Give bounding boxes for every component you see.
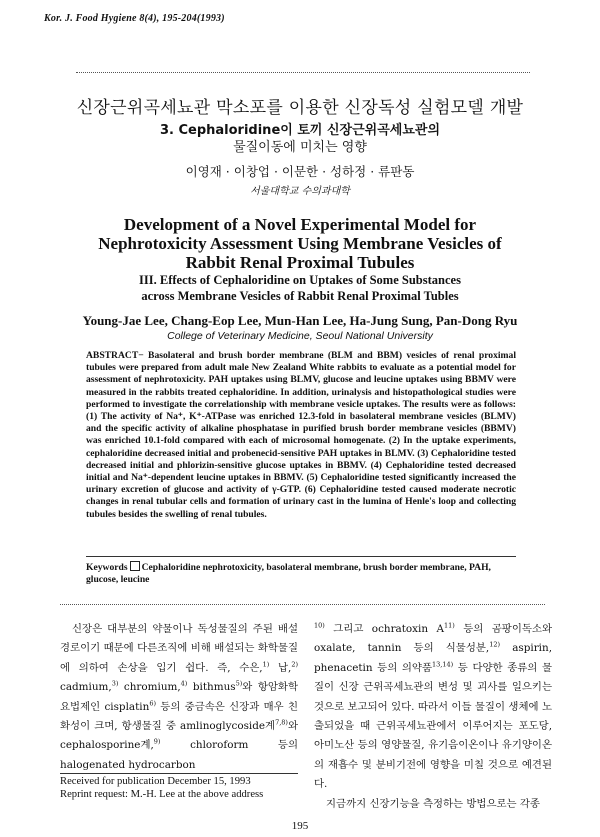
- body-text: 등 다양한 종류의 물질이 신장 근위곡세뇨관의 변성 및 괴사를 일으키는 것으로 보고되어 있다. 따라서 이들 물질이 생체에 노출되었을 때 근위곡세뇨관에서 이루어지는 포도당, 아미노산 등의 영양물질, 유기음이온이나 유기양이온의 재흡수 및 분비기전에 영향을 미칠 것으로 예견된다.: [314, 661, 552, 791]
- body-text: 신장은 대부분의 약물이나 독성물질의 주된 배설경로이기 때문에 다른조직에 비해 배설되는 화학물질에 의하여 손상을 입기 쉽다. 즉, 수은,: [60, 623, 298, 674]
- body-text: aspirin, phenacetin 등의 의약품: [314, 642, 552, 674]
- english-title-line2: Nephrotoxicity Assessment Using Membrane Vesicles of: [98, 234, 502, 253]
- body-text: 등의 곰팡이독소와 oxalate, tannin 등의 식물성분,: [314, 623, 552, 655]
- footnote-reprint: Reprint request: M.-H. Lee at the above address: [60, 789, 264, 800]
- footnote-divider: [60, 773, 298, 774]
- body-text: bithmus: [187, 681, 236, 694]
- body-text: chromium,: [118, 681, 181, 694]
- checkbox-square-icon: [130, 561, 140, 571]
- english-subtitle-line2: across Membrane Vesicles of Rabbit Renal Proximal Tubles: [141, 289, 459, 303]
- body-text: chloroform 등의 halogenated hydrocarbon: [60, 739, 298, 771]
- body-paragraph: [314, 620, 552, 795]
- body-paragraph: 지금까지 신장기능을 측정하는 방법으로는 각종: [326, 797, 540, 810]
- citation: 10): [314, 621, 325, 630]
- body-right-column: [314, 620, 552, 814]
- body-text: 등의 중금속은 신장과 매우 친화성이 크며, 항생물질 중 amlinoglycoside계: [60, 700, 298, 733]
- korean-affiliation: 서울대학교 수의과대학: [250, 186, 350, 197]
- korean-subtitle-line2: 물질이동에 미치는 영향: [233, 140, 367, 155]
- footnote-received: Received for publication December 15, 1993: [60, 776, 251, 787]
- body-text: cadmium,: [60, 681, 112, 694]
- abstract-label: ABSTRACT: [86, 350, 139, 361]
- citation: 7,8): [275, 718, 288, 727]
- body-left-column: [60, 620, 298, 775]
- citation: 6): [149, 699, 156, 708]
- citation: 3): [111, 679, 119, 688]
- citation: 1): [262, 660, 270, 669]
- english-title-line1: Development of a Novel Experimental Model for: [123, 215, 477, 234]
- divider: [60, 604, 545, 605]
- keywords: [86, 561, 516, 587]
- footnotes: [60, 775, 310, 801]
- body-paragraph: [60, 620, 298, 775]
- divider: [76, 72, 530, 73]
- abstract-text: − Basolateral and brush border membrane (BLM and BBM) vesicles of renal proximal tubules were prepared from adult male New Zealand White rabbits to evaluate as a potential model for assessment of nephrotoxicity. PAH uptakes using BLMV, glucose and leucine uptakes using BBMV were measured in the rabbits treated cephaloridine. In addition, urinalysis and histopathological studies were performed to investigate the correlationship with membrane vesicle uptakes. The results were as follows: (1) The activity of Na⁺, K⁺-ATPase was enriched 12.3-fold in basolateral membrane vesicles (BLMV) and the specific activity of alkaline phosphatase in purified brush border membrane vesicles (BBMV) was enriched 10.1-fold compared with each of microsomal homogenate. (2) In the uptake experiments, cephaloridine decreased initial and probenecid-sensitive PAH uptakes in BLMV. (3) Cephaloridine tested decreased initial and phlorizin-sensitive glucose uptakes in BBMV. (4) Cephaloridine tested decreased initial and Na⁺-dependent leucine uptakes in BBMV. (5) Cephaloridine tested significantly increased the urinary excretion of glucose and activity of γ-GTP. (6) Cephaloridine tested caused moderate necrotic changes in renal tubular cells and formation of urinary cast in the lumina of Henle's loop and collecting tubules besides the swelling of renal tubules.: [86, 350, 516, 520]
- citation: 2): [291, 660, 298, 669]
- body-text: 와 항암화학요법제인 cisplatin: [60, 681, 298, 713]
- body-text: 그리고 ochratoxin A: [324, 623, 444, 635]
- body-text: 와 cephalosporine계,: [60, 720, 298, 752]
- english-title-line3: Rabbit Renal Proximal Tubules: [185, 253, 415, 272]
- korean-subtitle-line1: 3. Cephaloridine이 토끼 신장근위곡세뇨관의: [159, 123, 441, 138]
- body-text: 납,: [269, 661, 292, 674]
- korean-authors: 이영재 · 이창업 · 이문한 · 성하정 · 류판동: [185, 164, 415, 179]
- citation: 11): [444, 621, 455, 630]
- citation: 13,14): [432, 660, 454, 669]
- english-affiliation: College of Veterinary Medicine, Seoul National University: [167, 330, 433, 342]
- citation: 9): [153, 737, 161, 746]
- abstract: [86, 350, 516, 521]
- divider: [86, 556, 516, 557]
- citation: 5): [235, 679, 243, 688]
- page-number: 195: [291, 820, 309, 832]
- citation: 4): [180, 679, 188, 688]
- english-subtitle-line1: III. Effects of Cephaloridine on Uptakes of Some Substances: [139, 273, 461, 287]
- keywords-label: Keywords: [86, 562, 128, 573]
- journal-citation: Kor. J. Food Hygiene 8(4), 195-204(1993): [44, 13, 225, 24]
- keywords-text: Cephaloridine nephrotoxicity, basolateral membrane, brush border membrane, PAH, glucose, leucine: [86, 562, 491, 586]
- korean-title: 신장근위곡세뇨관 막소포를 이용한 신장독성 실험모델 개발: [76, 98, 524, 118]
- citation: 12): [489, 640, 501, 649]
- english-authors: Young-Jae Lee, Chang-Eop Lee, Mun-Han Lee, Ha-Jung Sung, Pan-Dong Ryu: [82, 313, 518, 328]
